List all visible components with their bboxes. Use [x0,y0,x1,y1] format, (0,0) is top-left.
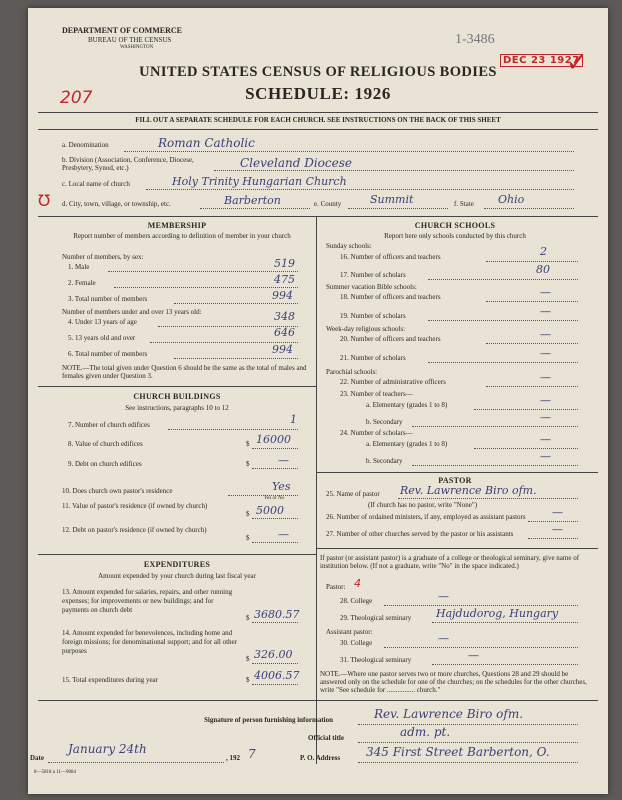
q4-value: 348 [274,310,295,323]
field-line [200,208,310,209]
q23-label: 23. Number of teachers— [340,390,413,398]
label-city: d. City, town, village, or township, etc. [62,200,171,208]
membership-intro: Report number of members according to definition of member in your church [73,232,291,240]
dollar-sign: $ [246,534,250,542]
q26-label: 26. Number of ordained ministers, if any, employed as assistant pastors [326,513,526,521]
margin-mark: Ʊ [38,191,51,210]
divider [38,554,316,555]
field-line [432,664,578,665]
field-line [252,663,298,664]
form-subtitle: SCHEDULE: 1926 [245,84,391,103]
field-line [168,429,298,430]
corner-note: 207 [60,88,93,108]
field-line [252,448,298,449]
schools-sunday: Sunday schools: [326,242,372,250]
dollar-sign: $ [246,676,250,684]
q16-label: 16. Number of officers and teachers [340,253,441,261]
schools-intro: Report here only schools conducted by this church [384,232,526,240]
membership-note: NOTE.—The total given under Question 6 should be the same as the total of males and females given under Question 3. [62,364,307,380]
q11-value: 5000 [256,504,284,517]
date-label: Date [30,754,44,762]
q20-value: — [540,328,551,341]
q31-label: 31. Theological seminary [340,656,412,664]
q24b-label: b. Secondary [366,457,403,465]
field-line [174,303,298,304]
q28-value: — [438,590,449,603]
q25-note: (If church has no pastor, write "None") [368,501,478,509]
census-schedule [28,8,608,794]
divider [316,472,598,473]
field-line [358,742,578,743]
q9-value: — [278,454,289,467]
agency-line-3: WASHINGTON [120,45,154,50]
yes-or-no-hint: Yes or No [264,496,285,501]
field-line [174,358,298,359]
q12-label: 12. Debt on pastor's residence (if owned by church) [62,526,207,534]
q23b-value: — [540,411,551,424]
q14-value: 326.00 [254,648,293,661]
q18-value: — [540,286,551,299]
dollar-sign: $ [246,460,250,468]
agency-line-2: BUREAU OF THE CENSUS [88,36,172,44]
address-label: P. O. Address [300,754,341,762]
dollar-sign: $ [246,614,250,622]
q13-value: 3680.57 [254,608,300,621]
field-line [412,426,578,427]
field-line [474,409,578,410]
official-title-label: Official title [308,734,344,742]
field-line [428,279,578,280]
field-line [428,362,578,363]
address-value: 345 First Street Barberton, O. [366,745,550,759]
q2-label: 2. Female [68,279,96,287]
field-line [528,521,578,522]
field-line [252,684,298,685]
q23a-label: a. Elementary (grades 1 to 8) [366,401,448,409]
q12-value: — [278,528,289,541]
label-local-name: c. Local name of church [62,180,130,188]
pastor-note: NOTE.—Where one pastor serves two or more churches, Questions 28 and 29 should be answered only on the schedule for one of the churches; on the schedules for the other churches, write "See schedule for ................ church." [320,670,587,694]
field-line [358,724,578,725]
q4-label: 4. Under 13 years of age [68,318,137,326]
divider [316,548,598,549]
q22-value: — [540,371,551,384]
schools-parochial: Parochial schools: [326,368,378,376]
q25-label: 25. Name of pastor [326,490,380,498]
q1-label: 1. Male [68,263,90,271]
q5-value: 646 [274,326,295,339]
label-state: f. State [454,200,474,208]
q28-label: 28. College [340,597,373,605]
divider [38,112,598,113]
divider [38,386,316,387]
q21-value: — [540,347,551,360]
q29-value: Hajdudorog, Hungary [436,607,559,620]
agency-line-1: DEPARTMENT OF COMMERCE [62,26,183,35]
check-mark-icon: ✓ [566,48,588,78]
q7-label: 7. Number of church edifices [68,421,150,429]
field-line [528,538,578,539]
instruction-line: FILL OUT A SEPARATE SCHEDULE FOR EACH CHURCH. SEE INSTRUCTIONS ON THE BACK OF THIS SHEET [135,116,501,124]
schools-summer: Summer vacation Bible schools: [326,283,417,291]
field-line [486,261,578,262]
date-year-digit: 7 [248,747,256,761]
field-line [486,386,578,387]
q1-value: 519 [274,257,295,270]
value-division: Cleveland Diocese [240,156,352,170]
field-line [474,448,578,449]
value-denomination: Roman Catholic [158,136,255,150]
field-line [114,287,298,288]
field-line [252,622,298,623]
field-line [486,301,578,302]
value-state: Ohio [498,193,525,206]
pastor-heading: PASTOR [438,476,472,485]
print-code: 8—5818 a 11—9084 [34,770,77,775]
q25-value: Rev. Lawrence Biro ofm. [400,484,537,497]
q13-label: 13. Amount expended for salaries, repairs, and other running expenses; for improvements or new buildings; and for payments on church debt [62,588,233,614]
q27-value: — [552,523,563,536]
membership-heading: MEMBERSHIP [147,221,207,230]
q23b-label: b. Secondary [366,418,403,426]
field-line [384,647,578,648]
field-line [384,605,578,606]
value-county: Summit [370,193,414,206]
expenditures-sub: Amount expended by your church during last fiscal year [98,572,256,580]
field-line [214,170,574,171]
dollar-sign: $ [246,655,250,663]
q17-value: 80 [536,263,550,276]
q3-value: 994 [272,289,293,302]
pastor-mark: 4 [354,577,361,590]
label-denomination: a. Denomination [62,141,109,149]
q21-label: 21. Number of scholars [340,354,406,362]
field-line [228,495,298,496]
q15-label: 15. Total expenditures during year [62,676,158,684]
field-line [398,498,578,499]
q30-value: — [438,632,449,645]
expenditures-heading: EXPENDITURES [143,560,211,569]
field-line [428,320,578,321]
signature-value: Rev. Lawrence Biro ofm. [374,707,524,721]
label-division: b. Division (Association, Conference, Diocese, Presbytery, Synod, etc.) [62,156,194,172]
field-line [252,468,298,469]
column-divider [316,216,317,764]
buildings-heading: CHURCH BUILDINGS [133,392,221,401]
q20-label: 20. Number of officers and teachers [340,335,441,343]
q9-label: 9. Debt on church edifices [68,460,142,468]
schools-weekday: Week-day religious schools: [326,325,406,333]
q19-value: — [540,305,551,318]
value-city: Barberton [224,194,281,207]
field-line [486,343,578,344]
q22-label: 22. Number of administrative officers [340,378,446,386]
q31-value: — [468,649,479,662]
field-line [252,542,298,543]
official-title-value: adm. pt. [400,725,451,739]
received-stamp: DEC 23 1927 [500,54,583,67]
field-line [348,208,448,209]
q6-value: 994 [272,343,293,356]
q11-label: 11. Value of pastor's residence (if owned by church) [62,502,208,510]
field-line [146,189,574,190]
field-line [412,465,578,466]
divider [38,129,598,130]
field-line [358,762,578,763]
schools-heading: CHURCH SCHOOLS [414,221,496,230]
q24a-label: a. Elementary (grades 1 to 8) [366,440,448,448]
form-title: UNITED STATES CENSUS OF RELIGIOUS BODIES [139,64,497,80]
q23a-value: — [540,394,551,407]
q29-label: 29. Theological seminary [340,614,412,622]
form-number: 1-3486 [455,32,495,47]
q24a-value: — [540,433,551,446]
q19-label: 19. Number of scholars [340,312,406,320]
divider [38,700,598,701]
q17-label: 17. Number of scholars [340,271,406,279]
q14-label: 14. Amount expended for benevolences, including home and foreign missions; for denominational support; and for all other purposes [62,629,237,655]
q26-value: — [552,506,563,519]
assistant-sublabel: Assistant pastor: [326,628,373,636]
q8-label: 8. Value of church edifices [68,440,143,448]
field-line [432,622,578,623]
q7-value: 1 [290,413,297,426]
q3-label: 3. Total number of members [68,295,148,303]
field-line [484,208,574,209]
field-line [48,762,224,763]
q10-value: Yes [272,480,291,493]
q2-value: 475 [274,273,295,286]
date-year-prefix: , 192 [226,754,240,762]
buildings-sub: See instructions, paragraphs 10 to 12 [125,404,229,412]
divider [38,216,598,217]
field-line [108,271,298,272]
field-line [252,518,298,519]
dollar-sign: $ [246,440,250,448]
value-local-name: Holy Trinity Hungarian Church [172,175,347,188]
q8-value: 16000 [256,433,291,446]
q24b-value: — [540,450,551,463]
label-county: e. County [314,200,342,208]
q15-value: 4006.57 [254,669,300,682]
q5-label: 5. 13 years old and over [68,334,136,342]
membership-age-note: Number of members under and over 13 years old: [62,308,202,316]
date-value: January 24th [68,742,147,756]
q30-label: 30. College [340,639,373,647]
q24-label: 24. Number of scholars— [340,429,413,437]
graduate-note: If pastor (or assistant pastor) is a graduate of a college or theological seminary, give name of institution below. (If not a graduate, write "No" in the space indicated.) [320,554,580,570]
signature-label: Signature of person furnishing information [204,716,333,724]
dollar-sign: $ [246,510,250,518]
q27-label: 27. Number of other churches served by the pastor or his assistants [326,530,514,538]
q16-value: 2 [540,245,547,258]
field-line [124,151,574,152]
membership-by-sex: Number of members, by sex: [62,253,144,261]
q10-label: 10. Does church own pastor's residence [62,487,173,495]
q6-label: 6. Total number of members [68,350,148,358]
q18-label: 18. Number of officers and teachers [340,293,441,301]
pastor-sublabel: Pastor: [326,583,346,591]
